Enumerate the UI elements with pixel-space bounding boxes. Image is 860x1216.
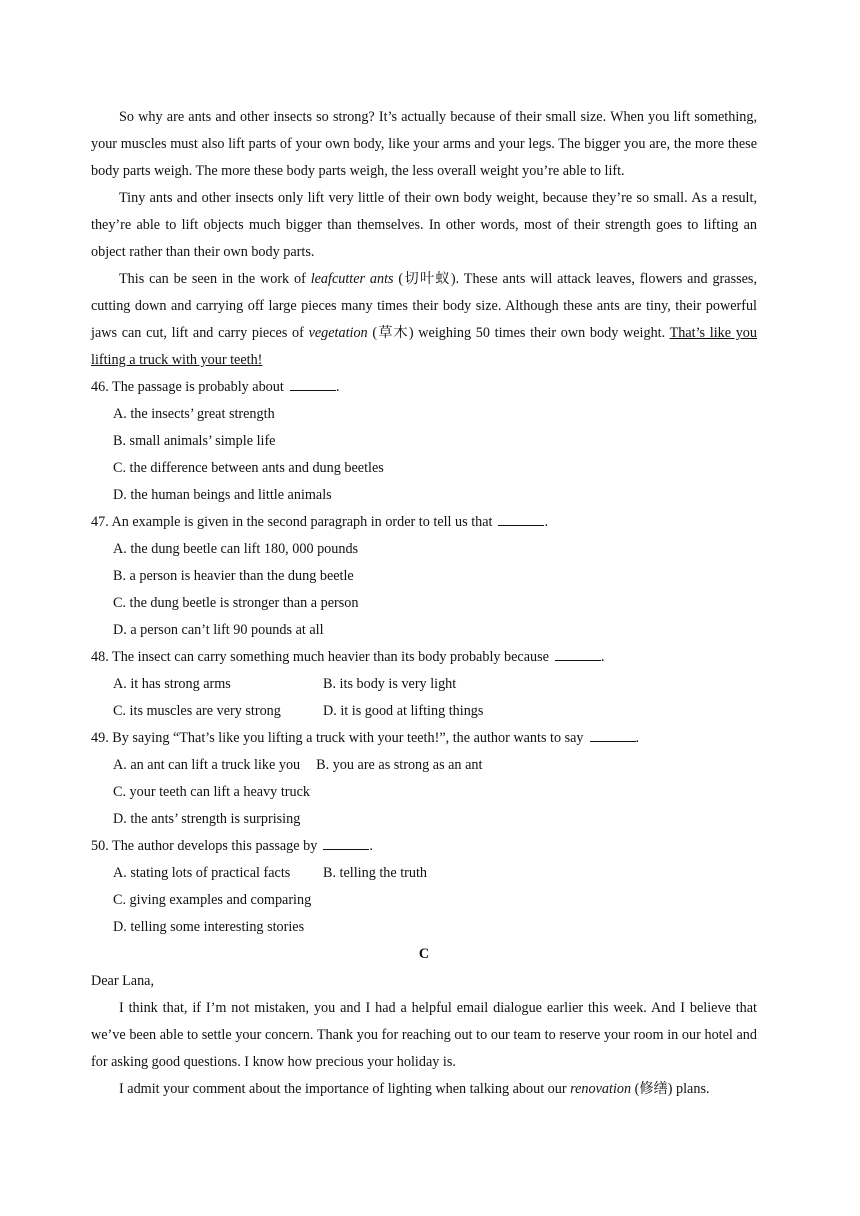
options-48-ab	[91, 671, 757, 698]
option-49-c: C. your teeth can lift a heavy truck	[113, 784, 310, 800]
option-48-c: C. its muscles are very strong	[113, 703, 281, 719]
option-50-a: A. stating lots of practical facts	[113, 865, 291, 881]
options-48-cd	[91, 698, 757, 725]
document-page	[91, 104, 757, 1103]
question-48: 48. The insect can carry something much heavier than its body probably because .	[91, 644, 757, 671]
passage-paragraph-2: Tiny ants and other insects only lift very little of their own body weight, because they’re so small. As a result, they’re able to lift objects much bigger than themselves. In other words, most of their strength goes to lifting an object rather than their own body parts.	[91, 190, 757, 260]
option-46-c: C. the difference between ants and dung beetles	[113, 460, 384, 476]
option-46-b: B. small animals’ simple life	[113, 433, 276, 449]
option-49-b: B. you are as strong as an ant	[316, 757, 483, 773]
option-50-c: C. giving examples and comparing	[113, 892, 312, 908]
options-50-ab	[91, 860, 757, 887]
answer-blank	[323, 835, 369, 850]
question-50: 50. The author develops this passage by .	[91, 833, 757, 860]
options-49-ab	[91, 752, 757, 779]
question-47: 47. An example is given in the second paragraph in order to tell us that .	[91, 509, 757, 536]
question-46: 46. The passage is probably about .	[91, 374, 757, 401]
option-50-b: B. telling the truth	[323, 865, 428, 881]
answer-blank	[290, 376, 336, 391]
option-49-a: A. an ant can lift a truck like you	[113, 757, 301, 773]
term-renovation: renovation	[570, 1081, 632, 1097]
option-48-a: A. it has strong arms	[113, 676, 231, 692]
letter-paragraph-1: I think that, if I’m not mistaken, you and I had a helpful email dialogue earlier this week. And I believe that we’ve been able to settle your concern. Thank you for reaching out to our team to reserve your room in our hotel and for asking good questions. I know how precious your holiday is.	[91, 1000, 757, 1070]
passage-paragraph-1: So why are ants and other insects so strong? It’s actually because of their small size. When you lift something, your muscles must also lift parts of your own body, like your arms and your legs. The bigger you are, the more these body parts weigh. The more these body parts weigh, the less overall weight you’re able to lift.	[91, 109, 757, 179]
answer-blank	[590, 727, 636, 742]
option-50-d: D. telling some interesting stories	[113, 919, 305, 935]
option-48-d: D. it is good at lifting things	[323, 703, 484, 719]
underlined-sentence: That’s like you lifting a truck with your teeth!	[91, 325, 757, 368]
option-46-a: A. the insects’ great strength	[113, 406, 275, 422]
letter-paragraph-2: I admit your comment about the importance of lighting when talking about our renovation (修缮) plans.	[119, 1081, 710, 1097]
question-49: 49. By saying “That’s like you lifting a truck with your teeth!”, the author wants to say .	[91, 725, 757, 752]
term-vegetation: vegetation	[308, 325, 368, 341]
option-47-d: D. a person can’t lift 90 pounds at all	[113, 622, 324, 638]
answer-blank	[555, 646, 601, 661]
section-heading: C	[418, 946, 430, 962]
option-47-c: C. the dung beetle is stronger than a person	[113, 595, 359, 611]
term-leafcutter-ants: leafcutter ants	[310, 271, 394, 287]
option-46-d: D. the human beings and little animals	[113, 487, 332, 503]
option-48-b: B. its body is very light	[323, 676, 457, 692]
passage-paragraph-3: This can be seen in the work of leafcutter ants (切叶蚁). These ants will attack leaves, flowers and grasses, cutting down and carrying off large pieces many times their body size. Although these ants are tiny, their powerful jaws can cut, lift and carry pieces of vegetation (草木) weighing 50 times their own body weight. That’s like you lifting a truck with your teeth!	[91, 271, 757, 368]
option-47-a: A. the dung beetle can lift 180, 000 pounds	[113, 541, 359, 557]
letter-salutation: Dear Lana,	[91, 973, 155, 989]
option-47-b: B. a person is heavier than the dung beetle	[113, 568, 354, 584]
answer-blank	[498, 511, 544, 526]
option-49-d: D. the ants’ strength is surprising	[113, 811, 301, 827]
